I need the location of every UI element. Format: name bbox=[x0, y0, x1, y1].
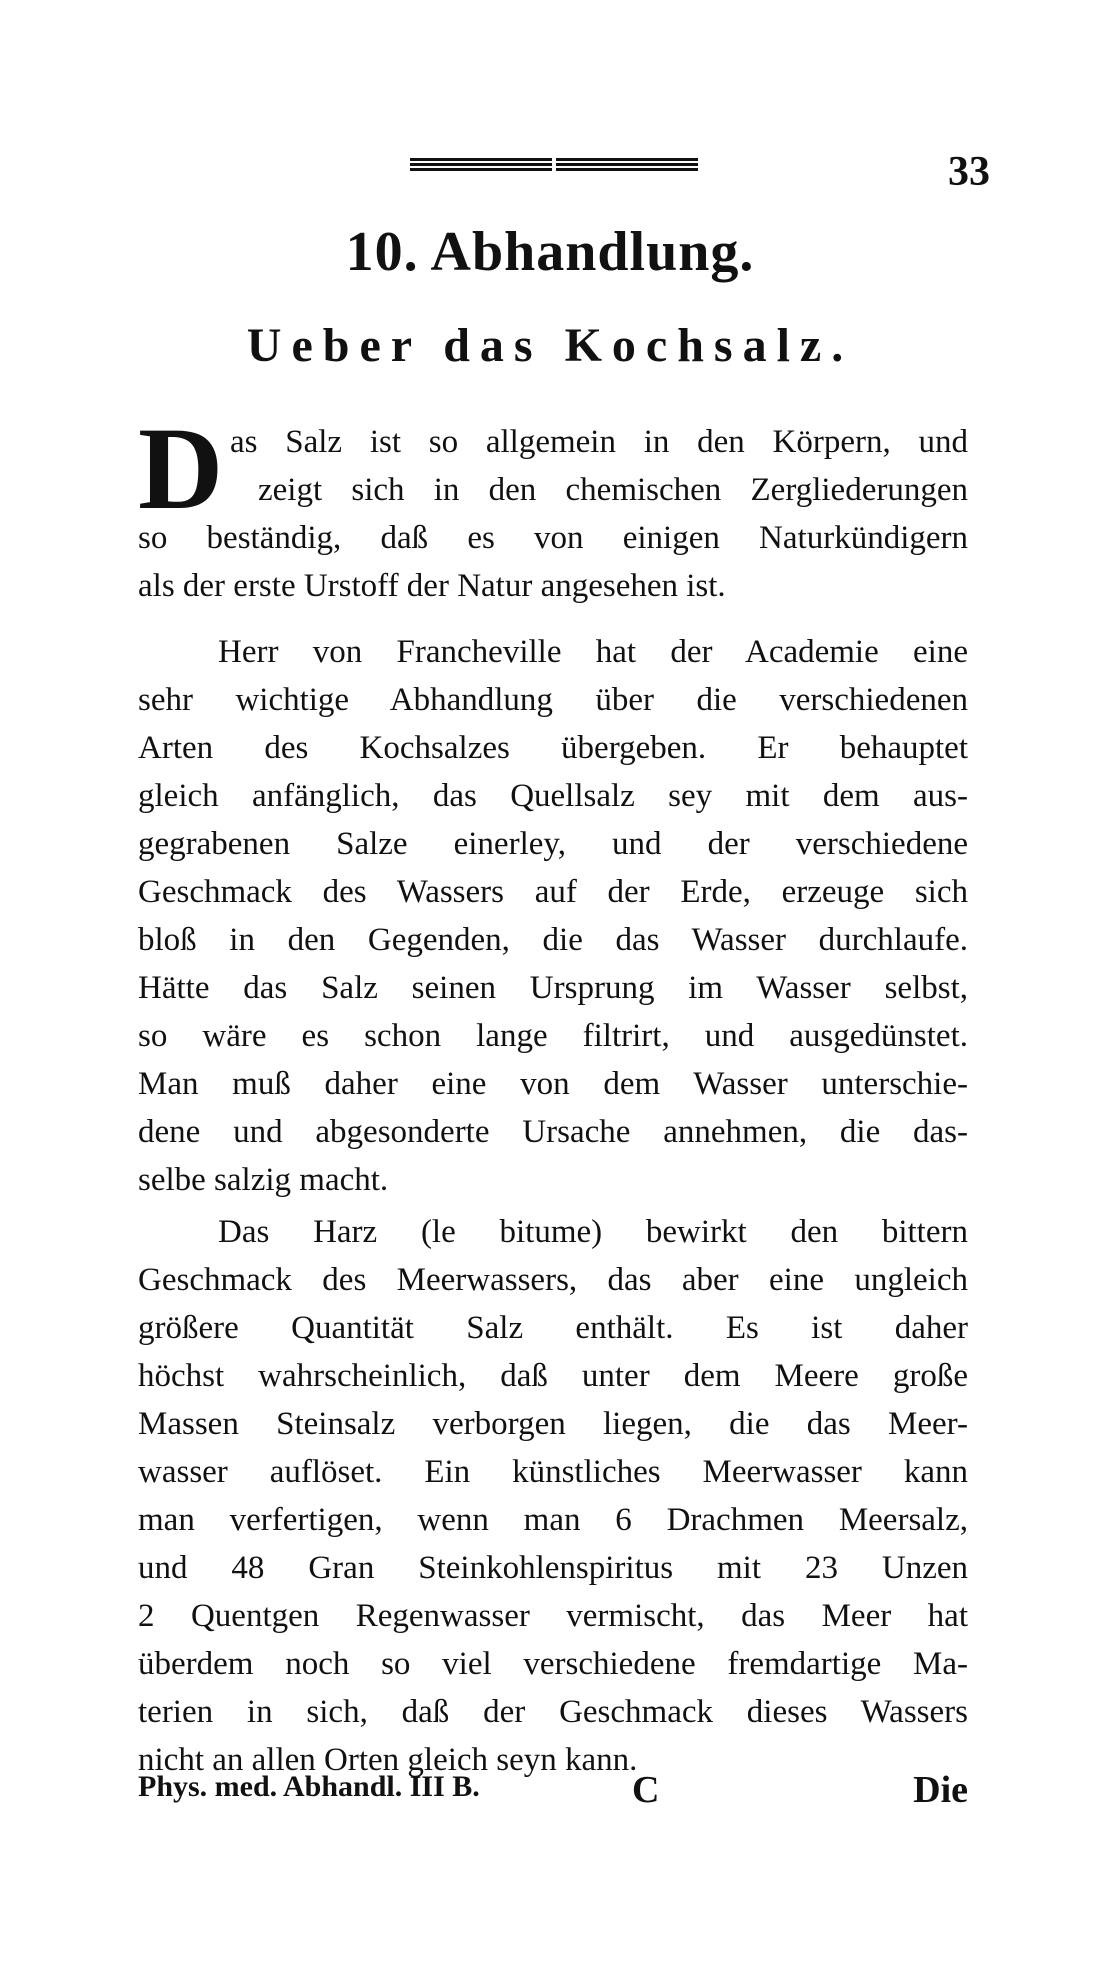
paragraph-2-line-12: selbe salzig macht. bbox=[138, 1162, 389, 1198]
paragraph-2-line-2: sehr wichtige Abhandlung über die verschiedenen bbox=[138, 682, 968, 718]
paragraph-2-line-4: gleich anfänglich, das Quellsalz sey mit dem aus- bbox=[138, 778, 968, 814]
chapter-subtitle: Ueber das Kochsalz. bbox=[246, 319, 854, 372]
decorative-rule-right bbox=[556, 158, 698, 172]
paragraph-1 bbox=[138, 403, 968, 610]
paragraph-1-line-4: als der erste Urstoff der Natur angesehen ist. bbox=[138, 568, 726, 604]
page-number: 33 bbox=[948, 149, 990, 195]
chapter-title: 10. Abhandlung. bbox=[345, 221, 755, 283]
paragraph-2-line-5: gegrabenen Salze einerley, und der verschiedene bbox=[138, 826, 968, 862]
decorative-rule-left bbox=[410, 158, 552, 172]
paragraph-3-line-2: Geschmack des Meerwassers, das aber eine ungleich bbox=[138, 1262, 968, 1298]
paragraph-3-line-11: terien in sich, daß der Geschmack dieses Wassers bbox=[138, 1694, 968, 1730]
paragraph-3-line-8: und 48 Gran Steinkohlenspiritus mit 23 Unzen bbox=[138, 1550, 968, 1586]
paragraph-2-line-10: Man muß daher eine von dem Wasser unterschie- bbox=[138, 1066, 968, 1102]
paragraph-3-line-7: man verfertigen, wenn man 6 Drachmen Meersalz, bbox=[138, 1502, 968, 1538]
paragraph-2-line-1: Herr von Francheville hat der Academie eine bbox=[218, 634, 968, 670]
paragraph-2-line-6: Geschmack des Wassers auf der Erde, erzeuge sich bbox=[138, 874, 968, 910]
paragraph-2-line-11: dene und abgesonderte Ursache annehmen, die das- bbox=[138, 1114, 968, 1150]
catchword: Die bbox=[913, 1769, 968, 1811]
paragraph-3-line-4: höchst wahrscheinlich, daß unter dem Meere große bbox=[138, 1358, 968, 1394]
paragraph-3-line-3: größere Quantität Salz enthält. Es ist daher bbox=[138, 1310, 968, 1346]
paragraph-3-line-1: Das Harz (le bitume) bewirkt den bittern bbox=[218, 1214, 968, 1250]
paragraph-3 bbox=[138, 1208, 968, 1784]
paragraph-2-line-9: so wäre es schon lange filtrirt, und ausgedünstet. bbox=[138, 1018, 968, 1054]
paragraph-2-line-3: Arten des Kochsalzes übergeben. Er behauptet bbox=[138, 730, 968, 766]
paragraph-1-line-2: zeigt sich in den chemischen Zergliederungen bbox=[258, 472, 968, 508]
paragraph-2-line-7: bloß in den Gegenden, die das Wasser durchlaufe. bbox=[138, 922, 968, 958]
signature-mark: Phys. med. Abhandl. III B. bbox=[138, 1770, 480, 1803]
paragraph-2-line-8: Hätte das Salz seinen Ursprung im Wasser selbst, bbox=[138, 970, 968, 1006]
paragraph-3-line-5: Massen Steinsalz verborgen liegen, die das Meer- bbox=[138, 1406, 968, 1442]
paragraph-3-line-10: überdem noch so viel verschiedene fremdartige Ma- bbox=[138, 1646, 968, 1682]
paragraph-1-line-1: as Salz ist so allgemein in den Körpern, und bbox=[230, 424, 968, 460]
paragraph-3-line-6: wasser auflöset. Ein künstliches Meerwasser kann bbox=[138, 1454, 968, 1490]
paragraph-1-line-3: so beständig, daß es von einigen Naturkündigern bbox=[138, 520, 968, 556]
dropcap-lines bbox=[138, 403, 968, 534]
page-footer bbox=[138, 1770, 968, 1820]
paragraph-3-line-9: 2 Quentgen Regenwasser vermischt, das Meer hat bbox=[138, 1598, 968, 1634]
signature-letter: C bbox=[632, 1769, 660, 1811]
drop-cap: D bbox=[138, 403, 224, 534]
paragraph-3-line-12: nicht an allen Orten gleich seyn kann. bbox=[138, 1742, 638, 1778]
paragraph-2 bbox=[138, 628, 968, 1204]
